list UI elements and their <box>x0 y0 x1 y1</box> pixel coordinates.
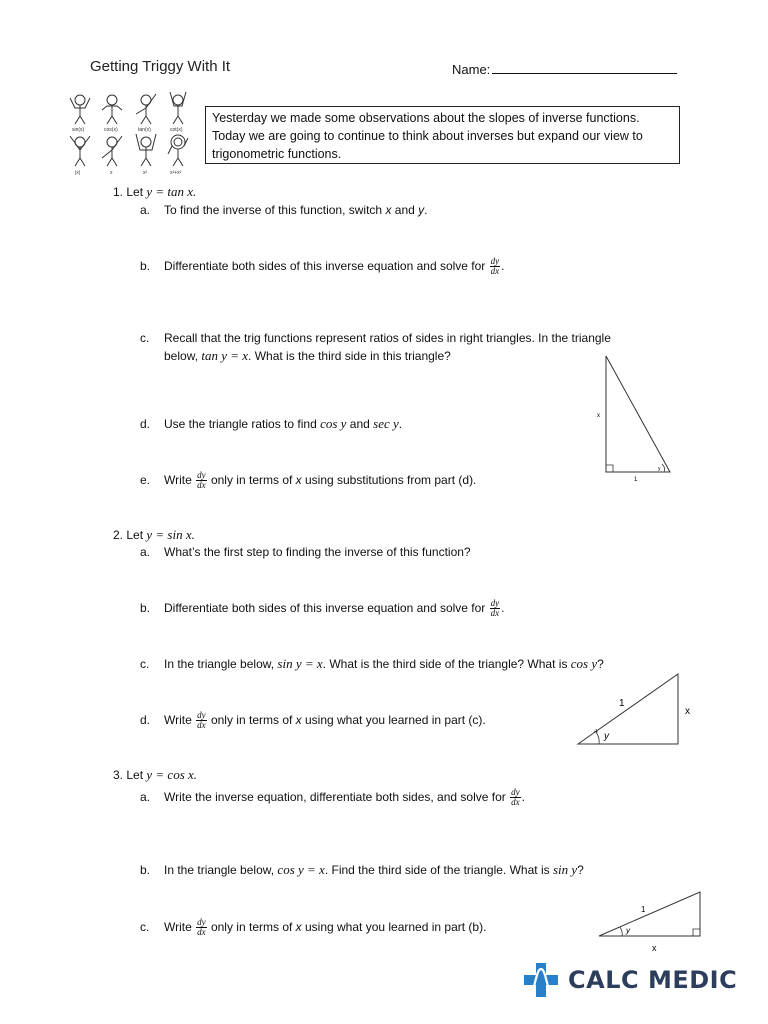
doodle-label-8: x³+x² <box>170 170 182 176</box>
q3-part-a <box>140 787 525 808</box>
fraction-denominator: dx <box>511 797 520 808</box>
part-text: . <box>501 259 505 273</box>
part-text: . <box>424 203 428 217</box>
doodle-figure <box>70 136 90 166</box>
part-text: only in terms of <box>207 713 296 727</box>
part-text: . What is the third side in this triangle? <box>248 349 451 363</box>
math-expression: cos y <box>320 416 347 431</box>
derivative-fraction <box>490 257 501 276</box>
triangle-base-label: 1 <box>634 477 638 482</box>
question-lead: Let <box>126 768 147 782</box>
part-text: Differentiate both sides of this inverse equation and solve for <box>164 259 489 273</box>
part-text: In the triangle below, <box>164 657 278 671</box>
fraction-numerator: dy <box>490 598 500 609</box>
doodle-label-5: |x| <box>75 170 81 176</box>
math-expression: cos y = x <box>277 862 325 877</box>
doodle-label-6: x <box>110 170 113 176</box>
part-letter: e. <box>140 473 151 487</box>
fraction-denominator: dx <box>490 266 500 277</box>
part-text: using what you learned in part (c). <box>301 713 486 727</box>
question-lead: Let <box>126 528 147 542</box>
math-expression: y = sin x. <box>146 527 195 542</box>
fraction-numerator: dy <box>197 917 206 928</box>
part-letter: b. <box>140 601 151 615</box>
angle-arc <box>620 927 622 936</box>
math-variable: x <box>295 473 302 487</box>
derivative-fraction <box>196 471 207 490</box>
intro-box <box>205 106 680 164</box>
question-number: 2. <box>113 528 124 542</box>
q1-part-e <box>140 470 477 491</box>
doodle-label-7: x² <box>143 170 148 176</box>
name-field <box>452 61 677 77</box>
part-text: What’s the first step to finding the inverse of this function? <box>164 545 471 559</box>
part-text: . What is the third side of the triangle? What is <box>322 657 571 671</box>
part-letter: a. <box>140 203 151 217</box>
intro-line-1: Yesterday we made some observations about the slopes of inverse functions. <box>212 111 640 125</box>
intro-line-3: trigonometric functions. <box>212 147 342 161</box>
q2-triangle <box>572 668 697 750</box>
question-1 <box>113 183 196 201</box>
right-triangle <box>606 356 670 472</box>
triangle-base-label: x <box>652 943 657 953</box>
question-2 <box>113 526 195 544</box>
part-text: ? <box>597 657 604 671</box>
q2-part-a <box>140 543 471 561</box>
triangle-side-label: x <box>685 706 690 717</box>
part-letter: c. <box>140 920 150 934</box>
angle-arc <box>662 464 665 472</box>
doodle-figure <box>168 135 188 166</box>
angle-arrow-arc <box>596 732 599 744</box>
triangle-angle-label: y <box>604 731 609 742</box>
intro-line-2: Today we are going to continue to think about inverses but expand our view to <box>212 129 643 143</box>
question-3 <box>113 766 197 784</box>
part-text: using what you learned in part (b). <box>301 920 487 934</box>
right-triangle <box>599 892 700 936</box>
doodle-figure <box>136 134 156 166</box>
part-text: . Find the third side of the triangle. What is <box>324 863 553 877</box>
triangle-hypotenuse-label: 1 <box>641 905 646 914</box>
part-letter: b. <box>140 863 151 877</box>
part-text: Write <box>164 473 196 487</box>
part-text: Write <box>164 713 196 727</box>
part-text: . <box>398 417 403 431</box>
part-text: . <box>521 790 525 804</box>
part-letter: a. <box>140 545 151 559</box>
triangle-angle-label: y <box>626 926 630 935</box>
name-label: Name: <box>452 62 491 77</box>
right-triangle <box>578 674 678 744</box>
part-letter: b. <box>140 259 151 273</box>
q1-part-c <box>140 329 611 365</box>
doodle-figure <box>170 92 186 124</box>
math-variable: x <box>295 920 302 934</box>
math-variable: x <box>295 713 302 727</box>
q2-part-c <box>140 655 604 673</box>
q3-triangle <box>594 886 704 956</box>
fraction-numerator: dy <box>511 787 520 798</box>
part-text: only in terms of <box>207 920 296 934</box>
doodle-figure <box>102 136 122 166</box>
question-number: 3. <box>113 768 124 782</box>
q3-part-c <box>140 917 487 938</box>
q1-part-d <box>140 415 403 433</box>
derivative-fraction <box>196 711 207 730</box>
derivative-fraction <box>196 918 207 937</box>
right-angle-marker <box>693 929 700 936</box>
math-expression: tan y = x <box>201 348 249 363</box>
math-expression: cos y <box>570 656 598 671</box>
fraction-numerator: dy <box>197 470 206 481</box>
fraction-numerator: dy <box>490 256 500 267</box>
arrow-head-icon <box>594 729 597 732</box>
part-text: Use the triangle ratios to find <box>164 417 321 431</box>
part-text: only in terms of <box>207 473 296 487</box>
part-letter: c. <box>140 657 150 671</box>
math-expression: y = tan x. <box>146 184 197 199</box>
q1-part-a <box>140 201 428 219</box>
function-doodles-image <box>66 88 196 178</box>
right-angle-marker <box>606 465 613 472</box>
part-text: ? <box>577 863 584 877</box>
part-text: To find the inverse of this function, switch <box>164 203 386 217</box>
part-letter: d. <box>140 713 151 727</box>
part-text: . <box>501 601 505 615</box>
doodle-label-4: cot(x) <box>170 127 183 133</box>
part-text: and <box>346 417 374 431</box>
doodle-label-1: sin(x) <box>72 127 85 133</box>
question-number: 1. <box>113 185 124 199</box>
derivative-fraction <box>490 599 501 618</box>
page-title: Getting Triggy With It <box>90 58 231 75</box>
fraction-numerator: dy <box>197 710 206 721</box>
doodle-figure <box>102 95 122 124</box>
fraction-denominator: dx <box>197 480 206 491</box>
math-variable: y <box>418 203 425 217</box>
part-text: below, <box>164 349 202 363</box>
part-letter: c. <box>140 331 150 345</box>
calc-medic-logo <box>522 960 737 1000</box>
triangle-angle-label: y <box>658 466 661 472</box>
fraction-denominator: dx <box>490 608 500 619</box>
part-letter: d. <box>140 417 151 431</box>
q1-part-b <box>140 256 505 277</box>
q1-triangle <box>592 352 678 482</box>
math-expression: y = cos x. <box>146 767 198 782</box>
fraction-denominator: dx <box>197 927 206 938</box>
part-letter: a. <box>140 790 151 804</box>
part-text: and <box>391 203 419 217</box>
doodle-figure <box>136 94 156 124</box>
q2-part-b <box>140 598 505 619</box>
q3-part-b <box>140 861 584 879</box>
math-variable: x <box>385 203 392 217</box>
part-text: using substitutions from part (d). <box>301 473 477 487</box>
part-text: Write <box>164 920 196 934</box>
part-text: In the triangle below, <box>164 863 278 877</box>
calc-medic-icon <box>522 961 560 999</box>
doodle-figure <box>70 95 90 124</box>
derivative-fraction <box>510 788 521 807</box>
triangle-hypotenuse-label: 1 <box>619 698 625 709</box>
logo-text: CALC MEDIC <box>568 966 738 994</box>
name-blank-line <box>492 61 677 74</box>
part-text: Recall that the trig functions represent ratios of sides in right triangles. In the triangle <box>164 331 611 345</box>
math-expression: sin y = x <box>277 656 323 671</box>
doodle-label-3: tan(x) <box>138 127 151 133</box>
math-expression: sec y <box>373 416 399 431</box>
fraction-denominator: dx <box>197 720 206 731</box>
doodle-label-2: cos(x) <box>104 127 118 133</box>
question-lead: Let <box>126 185 147 199</box>
part-text: Write the inverse equation, differentiate both sides, and solve for <box>164 790 510 804</box>
triangle-side-label: x <box>597 413 600 419</box>
part-text: Differentiate both sides of this inverse equation and solve for <box>164 601 489 615</box>
math-expression: sin y <box>552 862 578 877</box>
q2-part-d <box>140 710 486 731</box>
